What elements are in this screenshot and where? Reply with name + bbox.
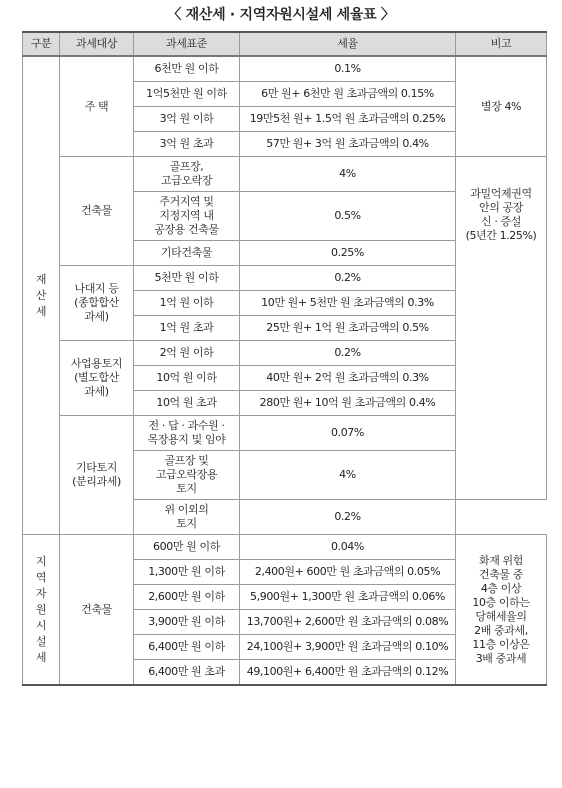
note-regional-building: 화재 위험 건축물 중 4층 이상 10층 이하는 당해세율의 2배 중과세, 11층 이상은 3배 중과세 xyxy=(456,535,547,686)
tax-base-cell: 1억5천만 원 이하 xyxy=(134,82,240,107)
tax-base-cell: 3,900만 원 이하 xyxy=(134,610,240,635)
tax-base-cell: 6천만 원 이하 xyxy=(134,56,240,82)
tax-base-cell: 기타건축물 xyxy=(134,241,240,266)
rate-cell: 0.07% xyxy=(240,416,456,451)
rate-cell: 4% xyxy=(240,451,456,500)
tax-base-cell: 주거지역 및 지정지역 내 공장용 건축물 xyxy=(134,192,240,241)
rate-cell: 0.04% xyxy=(240,535,456,560)
target-business-land: 사업용토지 (별도합산 과세) xyxy=(60,341,134,416)
rate-cell: 0.25% xyxy=(240,241,456,266)
target-bare-land: 나대지 등 (종합합산 과세) xyxy=(60,266,134,341)
rate-cell: 0.2% xyxy=(240,266,456,291)
rate-cell: 4% xyxy=(240,157,456,192)
rate-cell: 280만 원+ 10억 원 초과금액의 0.4% xyxy=(240,391,456,416)
rate-cell: 0.1% xyxy=(240,56,456,82)
rate-cell: 0.5% xyxy=(240,192,456,241)
group-regional-tax: 지 역 자 원 시 설 세 xyxy=(23,535,60,686)
note-housing: 별장 4% xyxy=(456,56,547,157)
tax-base-cell: 위 이외의 토지 xyxy=(134,500,240,535)
rate-cell: 0.2% xyxy=(240,341,456,366)
rate-cell: 13,700원+ 2,600만 원 초과금액의 0.08% xyxy=(240,610,456,635)
rate-cell: 57만 원+ 3억 원 초과금액의 0.4% xyxy=(240,132,456,157)
rate-cell: 19만5천 원+ 1.5억 원 초과금액의 0.25% xyxy=(240,107,456,132)
table-row xyxy=(23,535,547,560)
rate-cell: 24,100원+ 3,900만 원 초과금액의 0.10% xyxy=(240,635,456,660)
tax-base-cell: 10억 원 이하 xyxy=(134,366,240,391)
rate-cell: 40만 원+ 2억 원 초과금액의 0.3% xyxy=(240,366,456,391)
table-title: 〈 재산세 · 지역자원시설세 세율표 〉 xyxy=(167,7,395,23)
target-building: 건축물 xyxy=(60,157,134,266)
header-row xyxy=(23,32,547,56)
note-building: 과밀억제권역 안의 공장 신 · 증설 (5년간 1.25%) xyxy=(456,157,547,500)
tax-base-cell: 전 · 답 · 과수원 · 목장용지 및 임야 xyxy=(134,416,240,451)
tax-base-cell: 10억 원 초과 xyxy=(134,391,240,416)
tax-base-cell: 600만 원 이하 xyxy=(134,535,240,560)
header-category: 구분 xyxy=(23,32,60,56)
tax-base-cell: 골프장, 고급오락장 xyxy=(134,157,240,192)
header-tax-base: 과세표준 xyxy=(134,32,240,56)
rate-cell: 49,100원+ 6,400만 원 초과금액의 0.12% xyxy=(240,660,456,686)
rate-cell: 0.2% xyxy=(240,500,456,535)
tax-base-cell: 1억 원 이하 xyxy=(134,291,240,316)
rate-cell: 6만 원+ 6천만 원 초과금액의 0.15% xyxy=(240,82,456,107)
header-rate: 세율 xyxy=(240,32,456,56)
tax-base-cell: 6,400만 원 초과 xyxy=(134,660,240,686)
target-other-land: 기타토지 (분리과세) xyxy=(60,416,134,535)
rate-cell: 10만 원+ 5천만 원 초과금액의 0.3% xyxy=(240,291,456,316)
target-housing: 주 택 xyxy=(60,56,134,157)
tax-base-cell: 1억 원 초과 xyxy=(134,316,240,341)
tax-base-cell: 1,300만 원 이하 xyxy=(134,560,240,585)
tax-base-cell: 2억 원 이하 xyxy=(134,341,240,366)
rate-cell: 2,400원+ 600만 원 초과금액의 0.05% xyxy=(240,560,456,585)
table-row xyxy=(23,157,547,192)
tax-rate-table xyxy=(22,31,547,686)
tax-base-cell: 5천만 원 이하 xyxy=(134,266,240,291)
tax-base-cell: 3억 원 이하 xyxy=(134,107,240,132)
group-property-tax: 재 산 세 xyxy=(23,56,60,535)
rate-cell: 25만 원+ 1억 원 초과금액의 0.5% xyxy=(240,316,456,341)
header-note: 비고 xyxy=(456,32,547,56)
tax-base-cell: 6,400만 원 이하 xyxy=(134,635,240,660)
header-target: 과세대상 xyxy=(60,32,134,56)
tax-base-cell: 3억 원 초과 xyxy=(134,132,240,157)
tax-base-cell: 골프장 및 고급오락장용 토지 xyxy=(134,451,240,500)
table-row xyxy=(23,56,547,82)
target-regional-building: 건축물 xyxy=(60,535,134,686)
tax-base-cell: 2,600만 원 이하 xyxy=(134,585,240,610)
rate-cell: 5,900원+ 1,300만 원 초과금액의 0.06% xyxy=(240,585,456,610)
